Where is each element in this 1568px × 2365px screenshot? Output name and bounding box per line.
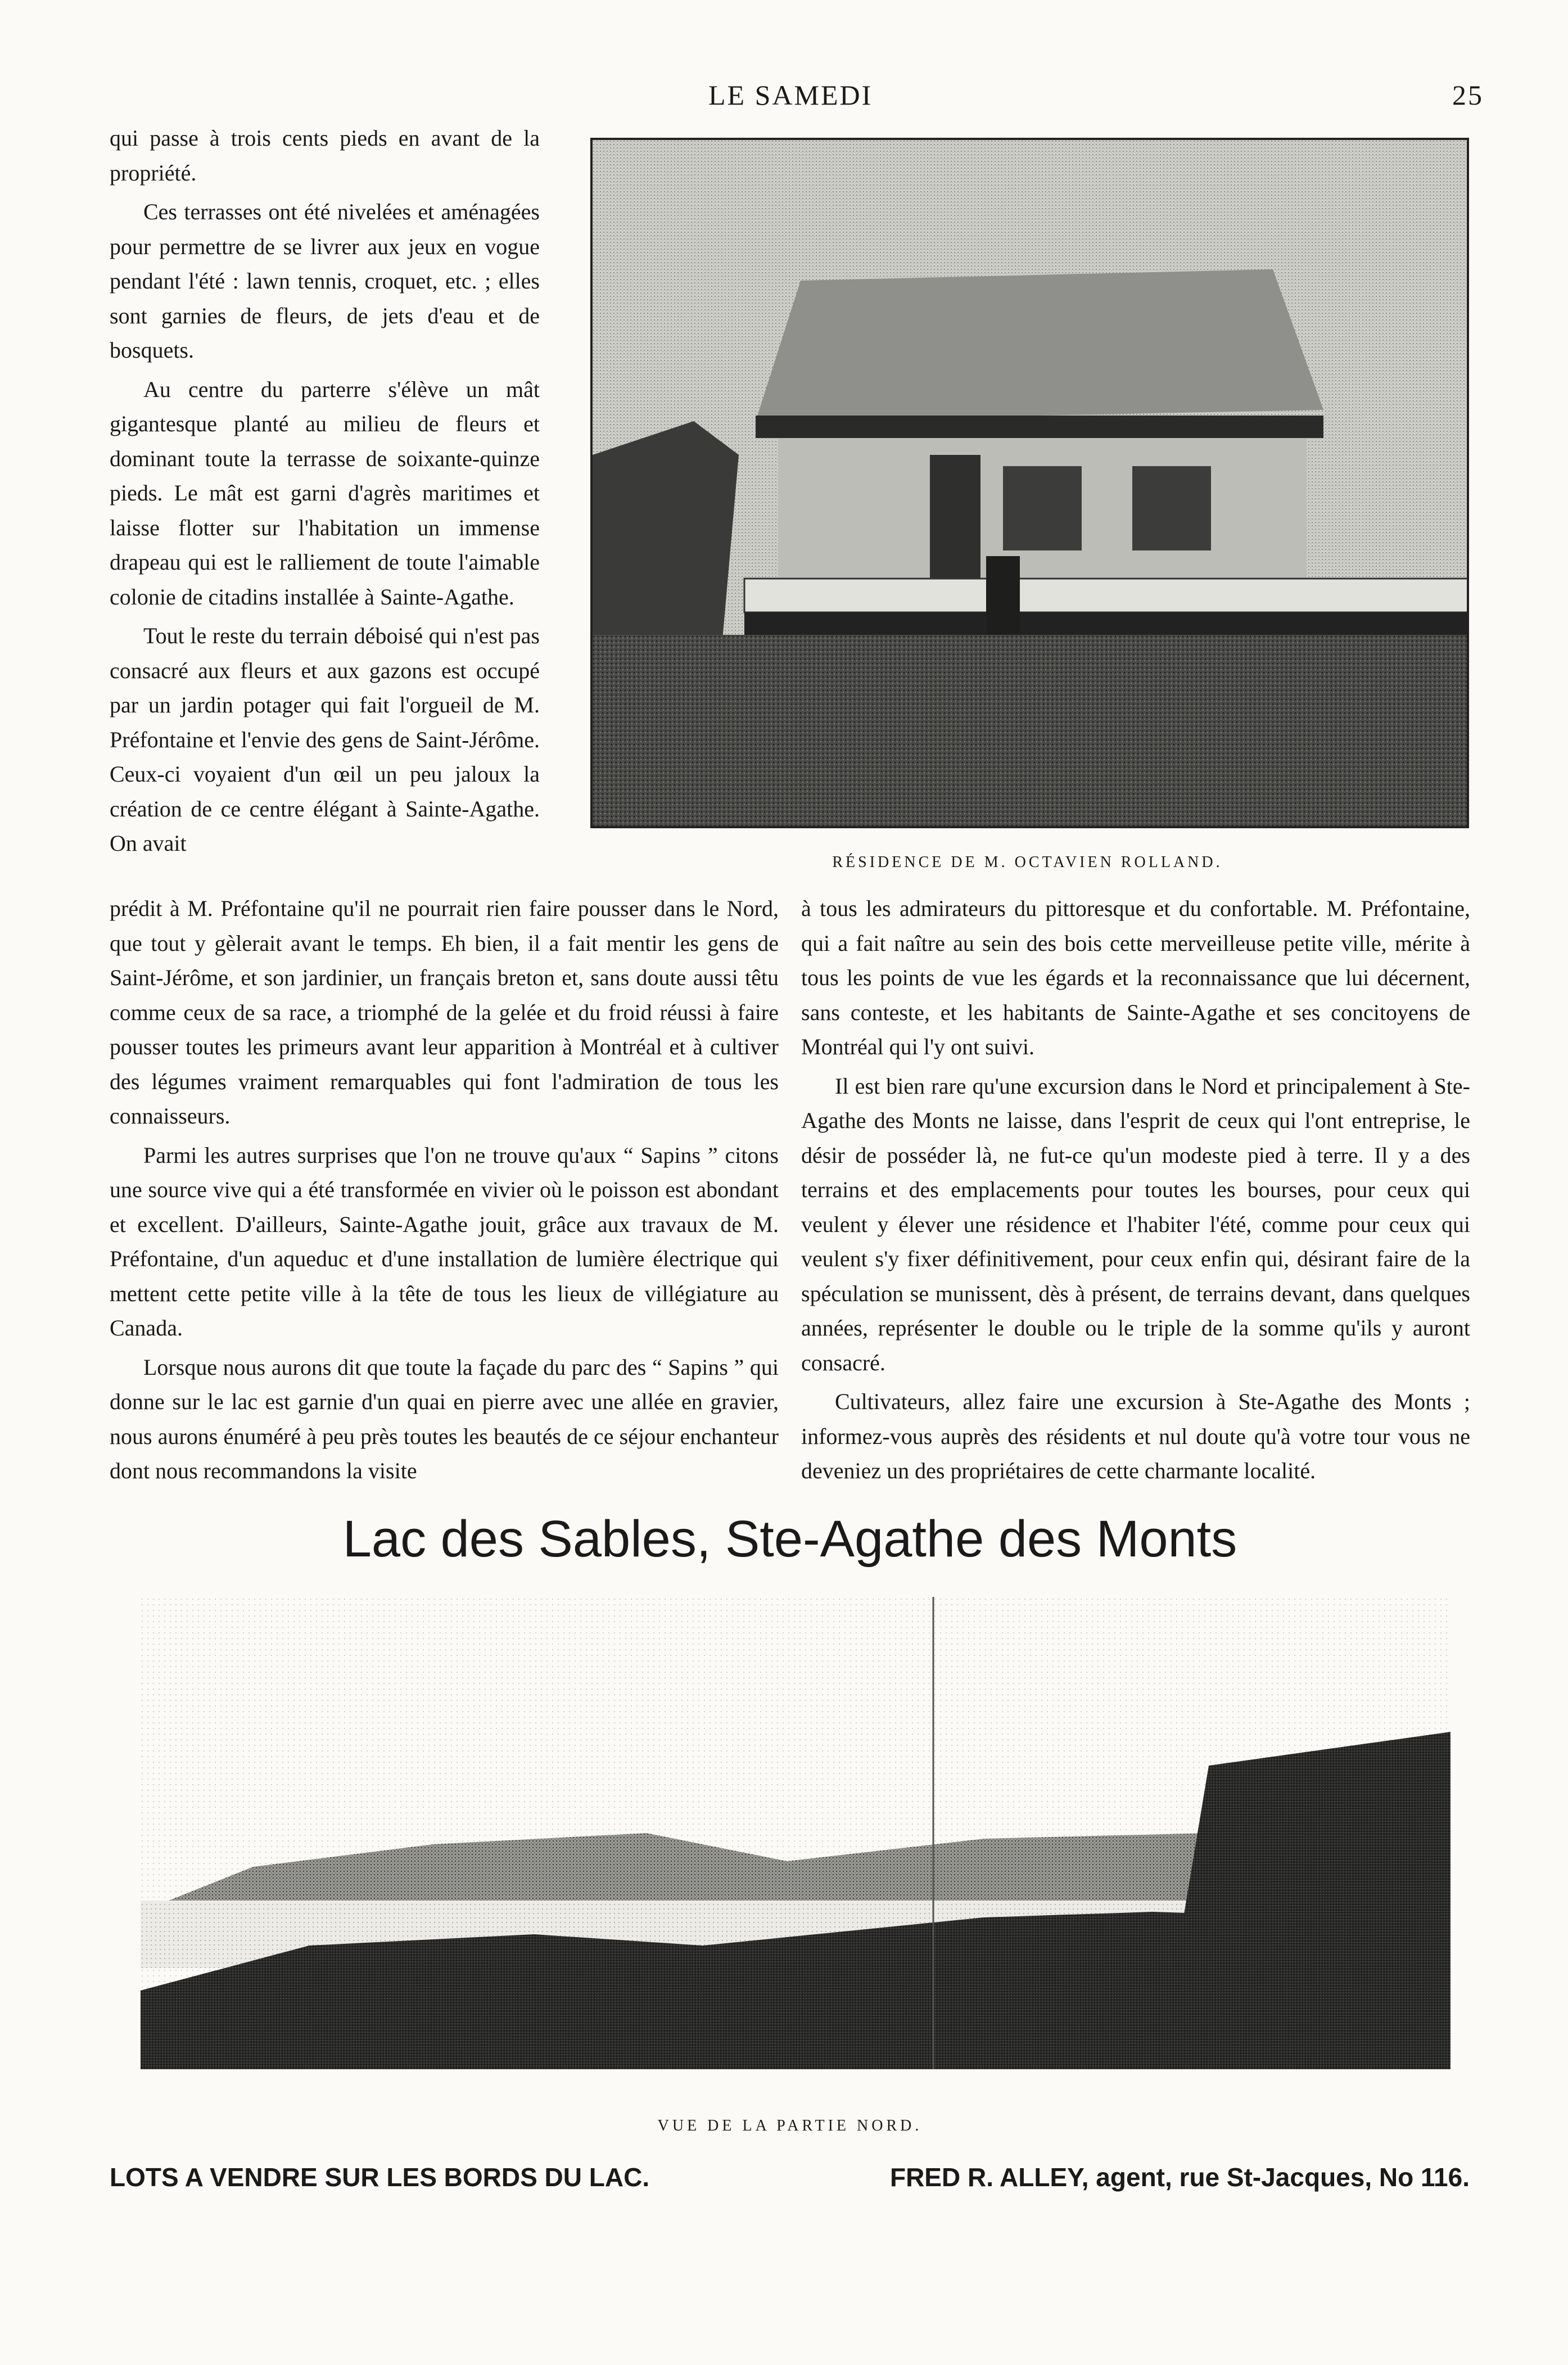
lake-panorama-photo: [141, 1597, 1450, 2069]
paragraph: Tout le reste du terrain déboisé qui n'est pas consacré aux fleurs et aux gazons est occupé par un jardin potager qui fait l'orgueil de M. Préfontaine et l'envie des gens de Saint-Jérôme. Ceux-ci voyaient d'un œil un peu jaloux la création de ce centre élégant à Sainte-Agathe. On avait: [110, 623, 540, 856]
paragraph: Au centre du parterre s'élève un mât gigantesque planté au milieu de fleurs et dominant toute la terrasse de soixante-quinze pieds. Le mât est garni d'agrès maritimes et laisse flotter sur l'habitation un immense drapeau qui est le ralliement de toute l'aimable colonie de citadins installée à Sainte-Agathe.: [110, 376, 540, 610]
column-left-bottom: [110, 891, 779, 1488]
paragraph: Lorsque nous aurons dit que toute la façade du parc des “ Sapins ” qui donne sur le lac est garnie d'un quai en pierre avec une allée en gravier, nous aurons énuméré à peu près toutes les beautés de ce séjour enchanteur dont nous recommandons la visite: [110, 1354, 779, 1483]
running-head: LE SAMEDI: [708, 79, 873, 111]
paragraph: Cultivateurs, allez faire une excursion à Ste-Agathe des Monts ; informez-vous auprès des résidents et nul doute qu'à votre tour vous ne deveniez un des propriétaires de cette charmante localité.: [801, 1389, 1470, 1483]
page-number: 25: [1452, 79, 1484, 111]
paragraph: qui passe à trois cents pieds en avant de la propriété.: [110, 125, 540, 186]
paragraph: à tous les admirateurs du pittoresque et du confortable. M. Préfontaine, qui a fait naître au sein des bois cette merveilleuse petite ville, mérite à tous les points de vue les égards et la reconnaissance que lui décernent, sans conteste, et les habitants de Sainte-Agathe et ses concitoyens de Montréal qui l'y ont suivi.: [801, 896, 1470, 1059]
footer-lots-for-sale: LOTS A VENDRE SUR LES BORDS DU LAC.: [110, 2163, 650, 2192]
paragraph: prédit à M. Préfontaine qu'il ne pourrait rien faire pousser dans le Nord, que tout y gèlerait avant le temps. Eh bien, il a fait mentir les gens de Saint-Jérôme, et son jardinier, un français breton et, sans doute aussi têtu comme ceux de sa race, a triomphé de la gelée et du froid réussi à faire pousser toutes les primeurs avant leur apparition à Montréal et à cultiver des légumes vraiment remarquables qui font l'admiration de tous les connaisseurs.: [110, 896, 779, 1129]
footer-agent: FRED R. ALLEY, agent, rue St-Jacques, No 116.: [889, 2163, 1470, 2192]
paragraph: Parmi les autres surprises que l'on ne trouve qu'aux “ Sapins ” citons une source vive qui a été transformée en vivier où le poisson est abondant et excellent. D'ailleurs, Sainte-Agathe jouit, grâce aux travaux de M. Préfontaine, d'un aqueduc et d'une installation de lumière électrique qui mettent cette petite ville à la tête de tous les lieux de villégiature au Canada.: [110, 1142, 779, 1341]
column-left-top: [110, 121, 540, 861]
paragraph: Il est bien rare qu'une excursion dans le Nord et principalement à Ste-Agathe des Monts ne laisse, dans l'esprit de ceux qui l'ont entreprise, le désir de posséder là, ne fut-ce qu'un modeste pied à terre. Il y a des terrains et des emplacements pour toutes les bourses, pour ceux qui veulent y élever une résidence et l'habiter l'été, comme pour ceux qui veulent s'y fixer définitivement, pour ceux enfin qui, désirant faire de la spéculation se munissent, dès à présent, de terrains devant, dans quelques années, représenter le double ou le triple de la somme qu'ils y auront consacré.: [801, 1073, 1470, 1375]
paragraph: Ces terrasses ont été nivelées et aménagées pour permettre de se livrer aux jeux en vogue pendant l'été : lawn tennis, croquet, etc. ; elles sont garnies de fleurs, de jets d'eau et de bosquets.: [110, 199, 540, 363]
column-right: [801, 891, 1470, 1488]
panorama-caption: VUE DE LA PARTIE NORD.: [657, 2117, 923, 2134]
ad-title: Lac des Sables, Ste-Agathe des Monts: [342, 1510, 1237, 1568]
residence-photo: [590, 138, 1469, 828]
residence-photo-caption: RÉSIDENCE DE M. OCTAVIEN ROLLAND.: [832, 854, 1223, 871]
